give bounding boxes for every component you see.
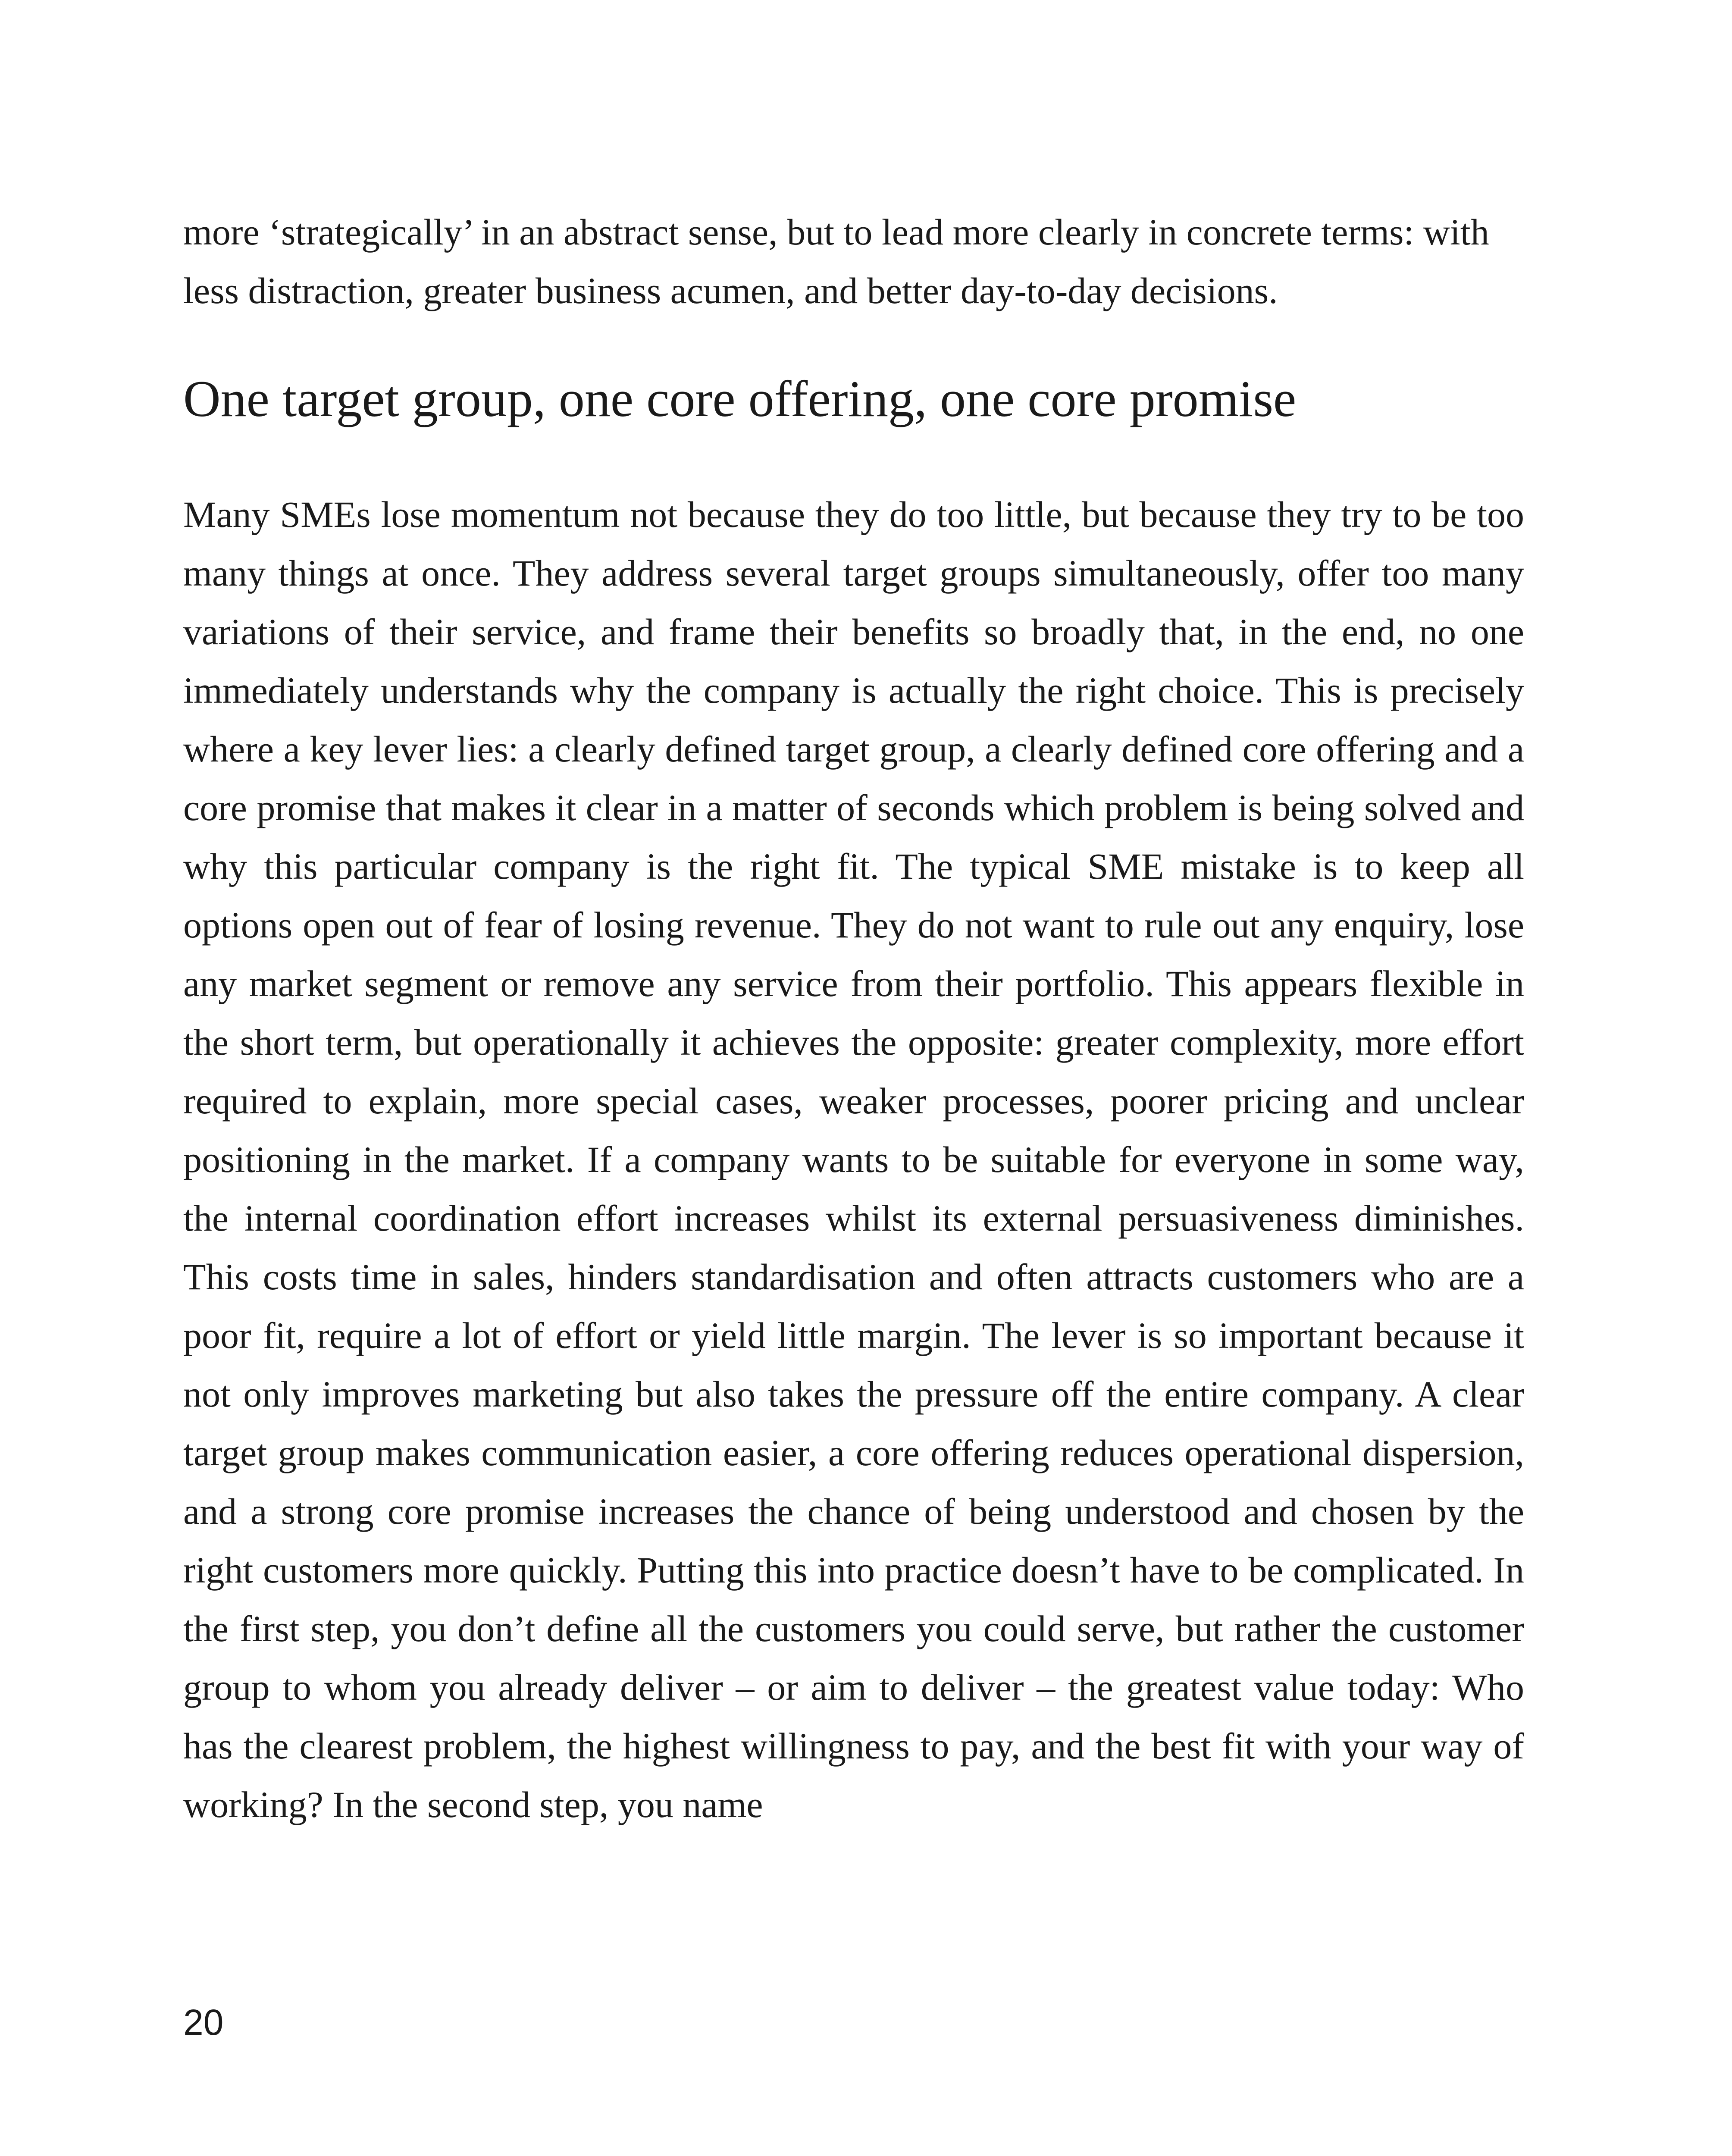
- section-heading: One target group, one core offering, one core promise: [183, 370, 1297, 427]
- intro-paragraph: more ‘strategically’ in an abstract sense, but to lead more clearly in concrete terms: with less distraction, greater business acumen, and better day-to-day decisions.: [183, 211, 1489, 311]
- body-paragraph: Many SMEs lose momentum not because they do too little, but because they try to be too many things at once. They address several target groups simultaneously, offer too many variations of their service, and frame their benefits so broadly that, in the end, no one immediately understands why the company is actually the right choice. This is precisely where a key lever lies: a clearly defined target group, a clearly defined core offering and a core promise that makes it clear in a matter of seconds which problem is being solved and why this particular company is the right fit. The typical SME mistake is to keep all options open out of fear of losing revenue. They do not want to rule out any enquiry, lose any market segment or remove any service from their portfolio. This appears flexible in the short term, but operationally it achieves the opposite: greater complexity, more effort required to explain, more special cases, weaker processes, poorer pricing and unclear positioning in the market. If a company wants to be suitable for everyone in some way, the internal coordination effort increases whilst its external persuasiveness diminishes. This costs time in sales, hinders standardisation and often attracts customers who are a poor fit, require a lot of effort or yield little margin. The lever is so important because it not only improves marketing but also takes the pressure off the entire company. A clear target group makes communication easier, a core offering reduces operational dispersion, and a strong core promise increases the chance of being understood and chosen by the right customers more quickly. Putting this into practice doesn’t have to be complicated. In the first step, you don’t define all the customers you could serve, but rather the customer group to whom you already deliver – or aim to deliver – the greatest value today: Who has the clearest problem, the highest willingness to pay, and the best fit with your way of working? In the second step, you name: [183, 494, 1524, 1825]
- page-number: 20: [183, 2002, 224, 2043]
